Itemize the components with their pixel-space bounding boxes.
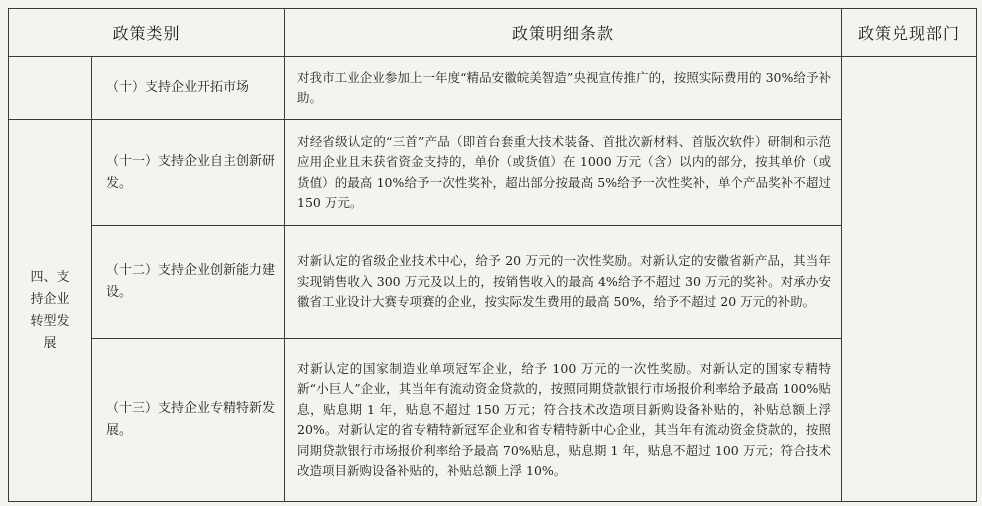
- header-detail: 政策明细条款: [285, 9, 842, 57]
- policy-table: [8, 8, 977, 502]
- subcategory-cell: （十）支持企业开拓市场: [92, 57, 285, 120]
- header-department: 政策兑现部门: [842, 9, 977, 57]
- subcategory-cell: （十一）支持企业自主创新研发。: [92, 120, 285, 226]
- subcategory-cell: （十二）支持企业创新能力建设。: [92, 226, 285, 339]
- category-cell: 四、支持企业转型发展: [9, 120, 92, 502]
- subcategory-cell: （十三）支持企业专精特新发展。: [92, 339, 285, 502]
- table-row: [9, 226, 977, 339]
- detail-cell: 对我市工业企业参加上一年度“精品安徽皖美智造”央视宣传推广的，按照实际费用的 30%给予补助。: [285, 57, 842, 120]
- header-category: 政策类别: [9, 9, 285, 57]
- table-row: [9, 339, 977, 502]
- department-cell: [842, 57, 977, 502]
- detail-cell: 对新认定的省级企业技术中心，给予 20 万元的一次性奖励。对新认定的安徽省新产品，其当年实现销售收入 300 万元及以上的，按销售收入的最高 4%给予不超过 30 万元的奖补。对承办安徽省工业设计大赛专项赛的企业，按实际发生费用的最高 50%，给予不超过 20 万元的补助。: [285, 226, 842, 339]
- table-row: [9, 57, 977, 120]
- table-row: [9, 120, 977, 226]
- detail-cell: 对经省级认定的“三首”产品（即首台套重大技术装备、首批次新材料、首版次软件）研制和示范应用企业且未获省资金支持的，单价（或货值）在 1000 万元（含）以内的部分，按其单价（或货值）的最高 10%给予一次性奖补，超出部分按最高 5%给予一次性奖补，单个产品奖补不超过 150 万元。: [285, 120, 842, 226]
- category-cell-empty: [9, 57, 92, 120]
- detail-cell: 对新认定的国家制造业单项冠军企业，给予 100 万元的一次性奖励。对新认定的国家专精特新“小巨人”企业，其当年有流动资金贷款的，按照同期贷款银行市场报价利率给予最高 100%贴息，贴息期 1 年，贴息不超过 150 万元；符合技术改造项目新购设备补贴的，补贴总额上浮 20%。对新认定的省专精特新冠军企业和省专精特新中心企业，其当年有流动资金贷款的，按照同期贷款银行市场报价利率给予最高 70%贴息，贴息期 1 年，贴息不超过 100 万元；符合技术改造项目新购设备补贴的，补贴总额上浮 10%。: [285, 339, 842, 502]
- table-header-row: [9, 9, 977, 57]
